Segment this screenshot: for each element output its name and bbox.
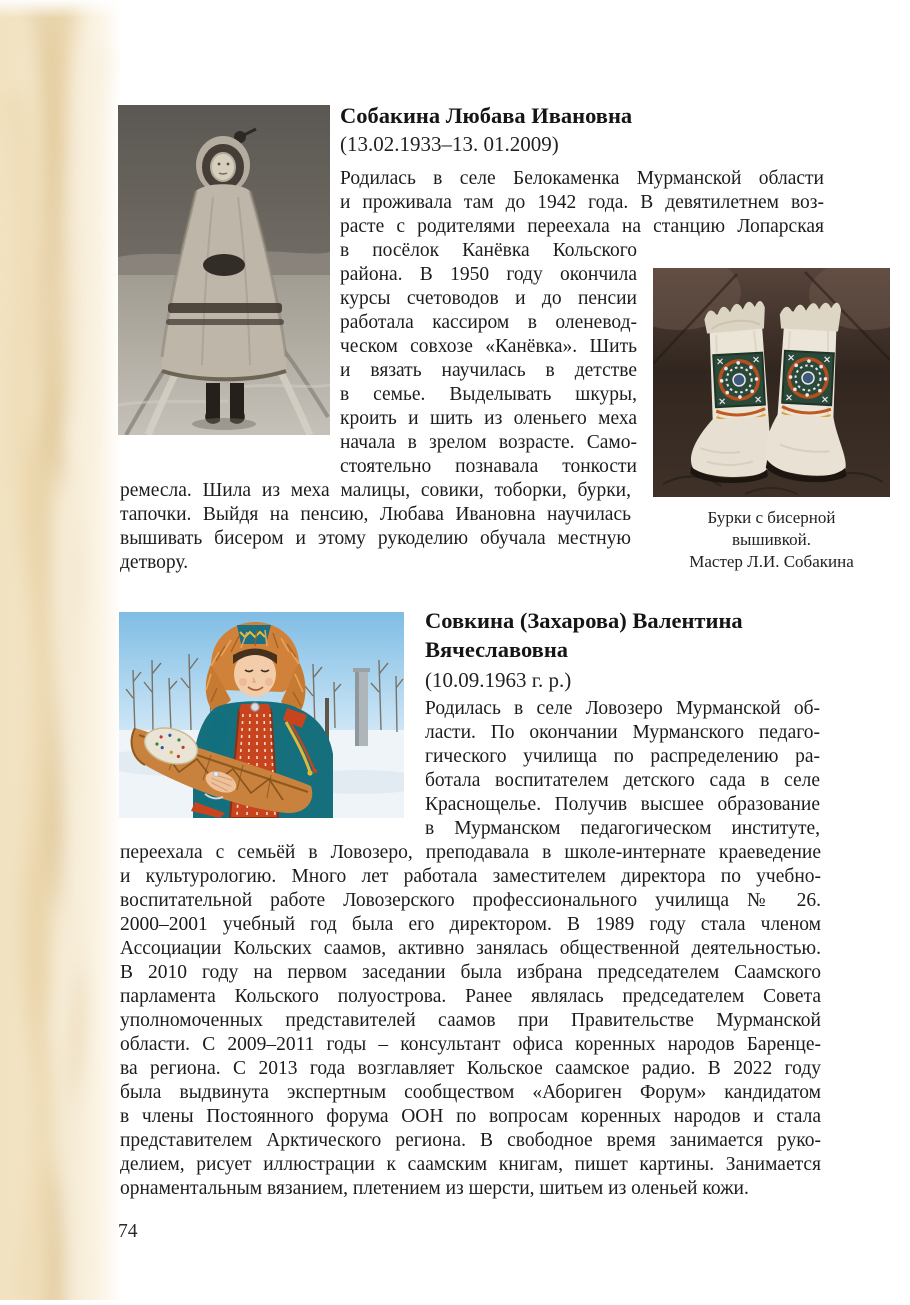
text-line: детвору.: [120, 552, 189, 573]
text-line: и вязать научилась в детстве: [340, 360, 637, 381]
text-line: воспитательной работе Ловозерского профессионального училища № 26.: [120, 890, 821, 911]
entry2-name-line1: Совкина (Захарова) Валентина: [425, 608, 743, 633]
left-watercolor-decoration: [0, 0, 122, 1300]
boots-photo: [653, 268, 890, 497]
text-line: ремесла. Шила из меха малицы, совики, тоборки, бурки,: [120, 480, 631, 501]
text-line: представителем Арктического региона. В свободное время занимается руко-: [120, 1130, 821, 1151]
text-line: гического училища по распределению ра-: [425, 746, 820, 767]
entry1-name: Собакина Любава Ивановна: [340, 103, 633, 128]
entry1-paragraph-narrow: [340, 239, 637, 479]
boots-figure: [653, 268, 890, 573]
text-line: стоятельно познавала тонкости: [340, 456, 637, 477]
text-line: ва региона. С 2013 года возглавляет Кольское саамское радио. В 2022 году: [120, 1058, 821, 1079]
text-line: орнаментальным вязанием, плетением из шерсти, шитьем из оленьей кожи.: [120, 1178, 749, 1199]
entry1-paragraph-wide: [340, 167, 824, 239]
entry1-paragraph-full: [120, 479, 631, 575]
text-line: области. С 2009–2011 годы – консультант офиса коренных народов Баренце-: [120, 1034, 821, 1055]
text-line: вышивать бисером и этому рукоделию обучала местную: [120, 528, 631, 549]
text-line: парламента Кольского полуострова. Ранее являлась председателем Совета: [120, 986, 821, 1007]
text-line: расте с родителями переехала на станцию Лопарская: [340, 216, 824, 237]
entry2-paragraph-column: [425, 697, 820, 841]
text-line: Родилась в селе Белокаменка Мурманской области: [340, 168, 824, 189]
text-line: и культурологию. Много лет работала заместителем директора по учебно-: [120, 866, 821, 887]
entry2-name-line2: Вячеславовна: [425, 637, 569, 662]
text-line: начала в зрелом возрасте. Само-: [340, 432, 637, 453]
boots-caption: [653, 507, 890, 573]
portrait-photo-sobakina: [118, 105, 330, 435]
entry2-paragraph-full: [120, 841, 821, 1201]
text-line: тапочки. Выйдя на пенсию, Любава Ивановна научилась: [120, 504, 631, 525]
text-line: ческом совхозе «Канёвка». Шить: [340, 336, 637, 357]
entry2-header: [425, 606, 823, 695]
text-line: Мастер Л.И. Собакина: [689, 552, 854, 571]
text-line: района. В 1950 году окончила: [340, 264, 637, 285]
text-line: переехала с семьёй в Ловозеро, преподавала в школе-интернате краеведение: [120, 842, 821, 863]
text-line: ботала воспитателем детского сада в селе: [425, 770, 820, 791]
text-line: 2000–2001 учебный год была его директором. В 1989 году стала членом: [120, 914, 821, 935]
entry2-dates: (10.09.1963 г. р.): [425, 668, 572, 692]
text-line: и проживала там до 1942 года. В девятилетнем воз-: [340, 192, 824, 213]
entry1-header: [340, 101, 824, 159]
text-line: Краснощелье. Получив высшее образование: [425, 794, 820, 815]
text-line: в посёлок Канёвка Кольского: [340, 240, 637, 261]
text-line: кроить и шить из оленьего меха: [340, 408, 637, 429]
text-line: курсы счетоводов и до пенсии: [340, 288, 637, 309]
text-line: Ассоциации Кольских саамов, активно занялась общественной деятельностью.: [120, 938, 821, 959]
text-line: делием, рисует иллюстрации к саамским книгам, пишет картины. Занимается: [120, 1154, 821, 1175]
text-line: уполномоченных представителей саамов при Правительстве Мурманской: [120, 1010, 821, 1031]
text-line: Бурки с бисерной: [707, 508, 836, 527]
text-line: в семье. Выделывать шкуры,: [340, 384, 637, 405]
text-line: вышивкой.: [732, 530, 811, 549]
text-line: в Мурманском педагогическом институте,: [425, 818, 820, 839]
text-line: была выдвинута экспертным сообществом «Абориген Форум» кандидатом: [120, 1082, 821, 1103]
entry1-dates: (13.02.1933–13. 01.2009): [340, 132, 559, 156]
portrait-photo-sovkina: [119, 612, 404, 818]
text-line: Родилась в селе Ловозеро Мурманской об-: [425, 698, 820, 719]
text-line: в члены Постоянного форума ООН по вопросам коренных народов и стала: [120, 1106, 821, 1127]
page-number: 74: [118, 1221, 138, 1242]
text-line: ласти. По окончании Мурманского педаго-: [425, 722, 820, 743]
text-line: работала кассиром в оленевод-: [340, 312, 637, 333]
text-line: В 2010 году на первом заседании была избрана председателем Саамского: [120, 962, 821, 983]
